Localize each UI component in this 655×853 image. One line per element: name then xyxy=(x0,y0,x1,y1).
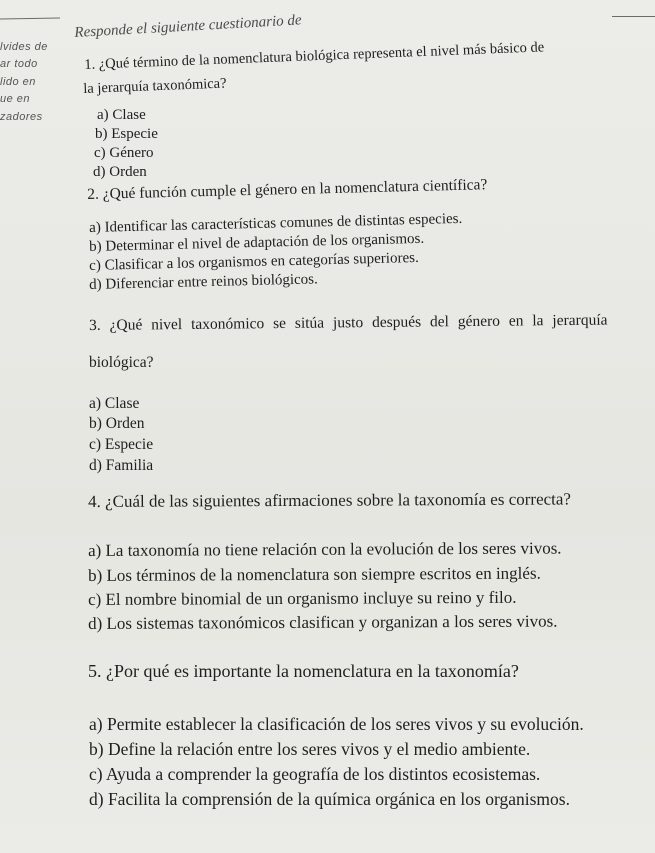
margin-fragment: ar todo xyxy=(0,58,38,70)
q4-option-b[interactable]: b) Los términos de la nomenclatura son siempre escritos en inglés. xyxy=(88,563,541,585)
question-1-continued: la jerarquía taxonómica? xyxy=(83,75,227,97)
q1-option-c[interactable]: c) Género xyxy=(94,145,154,161)
top-left-rule xyxy=(0,17,60,19)
question-number: 1. xyxy=(84,56,96,73)
q4-option-a[interactable]: a) La taxonomía no tiene relación con la evolución de los seres vivos. xyxy=(88,538,562,560)
question-text: ¿Por qué es importante la nomenclatura en la taxonomía? xyxy=(106,661,519,681)
q1-option-a[interactable]: a) Clase xyxy=(97,107,146,123)
question-4 xyxy=(88,489,571,512)
q5-option-c[interactable]: c) Ayuda a comprender la geografía de los distintos ecosistemas. xyxy=(89,764,541,784)
question-5 xyxy=(88,661,519,682)
q5-option-a[interactable]: a) Permite establecer la clasificación de los seres vivos y su evolución. xyxy=(89,714,584,734)
q3-option-c[interactable]: c) Especie xyxy=(89,436,154,453)
margin-fragment: zadores xyxy=(0,111,43,123)
q3-option-a[interactable]: a) Clase xyxy=(89,395,140,412)
q4-option-d[interactable]: d) Los sistemas taxonómicos clasifican y organizan a los seres vivos. xyxy=(88,611,558,633)
question-3-continued: biológica? xyxy=(89,354,154,371)
question-text: ¿Qué término de la nomenclatura biológica representa el nivel más básico de xyxy=(98,39,545,73)
margin-fragment: ue en xyxy=(0,93,31,105)
margin-fragment: lvides de xyxy=(0,41,48,53)
question-text: ¿Cuál de las siguientes afirmaciones sobre la taxonomía es correcta? xyxy=(104,489,571,511)
question-number: 3. xyxy=(89,316,101,334)
question-text: ¿Qué nivel taxonómico se sitúa justo después del género en la jerarquía xyxy=(109,311,608,334)
q2-option-b[interactable]: b) Determinar el nivel de adaptación de los organismos. xyxy=(89,230,425,255)
question-3 xyxy=(89,312,608,335)
q5-option-d[interactable]: d) Facilita la comprensión de la química orgánica en los organismos. xyxy=(89,789,570,809)
question-1 xyxy=(84,39,545,74)
q3-option-d[interactable]: d) Familia xyxy=(89,457,154,474)
question-2 xyxy=(87,176,488,204)
instruction-text: Responde el siguiente cuestionario de xyxy=(74,12,302,41)
q1-option-d[interactable]: d) Orden xyxy=(93,164,147,180)
top-right-rule xyxy=(612,16,655,17)
q2-option-d[interactable]: d) Diferenciar entre reinos biológicos. xyxy=(89,271,318,293)
question-number: 5. xyxy=(88,661,102,681)
margin-fragment: lido en xyxy=(0,76,36,88)
q3-option-b[interactable]: b) Orden xyxy=(89,415,145,432)
q1-option-b[interactable]: b) Especie xyxy=(95,126,158,142)
question-number: 4. xyxy=(88,491,101,511)
q2-option-a[interactable]: a) Identificar las características comunes de distintas especies. xyxy=(89,210,463,236)
question-text: ¿Qué función cumple el género en la nomenclatura científica? xyxy=(102,176,488,203)
q4-option-c[interactable]: c) El nombre binomial de un organismo incluye su reino y filo. xyxy=(88,587,517,609)
q5-option-b[interactable]: b) Define la relación entre los seres vivos y el medio ambiente. xyxy=(89,739,531,759)
q2-option-c[interactable]: c) Clasificar a los organismos en categorías superiores. xyxy=(89,249,419,274)
question-number: 2. xyxy=(87,185,100,203)
